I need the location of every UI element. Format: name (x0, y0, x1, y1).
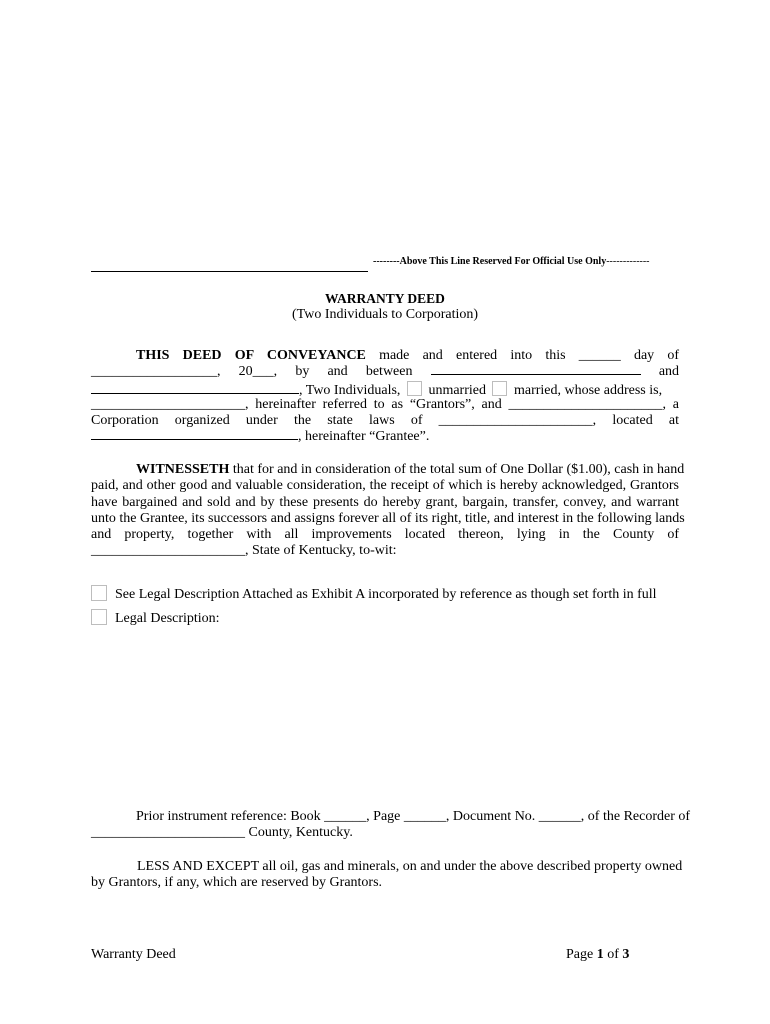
exhibit-checkbox[interactable] (91, 585, 107, 601)
witnesseth-line-1: WITNESSETH that for and in consideration of the total sum of One Dollar ($1.00), cash in hand (136, 462, 685, 477)
grantor-2-field[interactable] (91, 383, 299, 394)
official-label-text: Above This Line Reserved For Official Use Only (399, 256, 607, 267)
conveyance-line-1: THIS DEED OF CONVEYANCE made and entered into this ______ day of (136, 348, 679, 363)
witnesseth-line-5: and property, together with all improvements located thereon, lying in the County of (91, 527, 679, 543)
footer-title: Warranty Deed (91, 947, 176, 962)
legal-description-option: Legal Description: (91, 609, 220, 627)
less-except-line-1: LESS AND EXCEPT all oil, gas and minerals, on and under the above described property owned (137, 859, 683, 874)
unmarried-checkbox[interactable] (407, 381, 422, 396)
conveyance-line-2: __________________, 20___, by and between and (91, 364, 680, 380)
grantor-address-field[interactable]: ______________________, (91, 396, 249, 412)
day-field[interactable]: ______ (578, 348, 621, 363)
married-checkbox[interactable] (492, 381, 507, 396)
document-subtitle: (Two Individuals to Corporation) (291, 307, 479, 322)
grantee-name-field[interactable]: ______________________, a (508, 396, 680, 412)
conveyance-line-3: , Two Individuals, unmarried married, whose address is, (91, 381, 679, 397)
grantee-address-field[interactable] (91, 429, 298, 440)
conveyance-line-4: ______________________, hereinafter referred to as “Grantors”, and ______________________, a (91, 396, 680, 412)
prior-line-2: ______________________ County, Kentucky. (91, 825, 353, 841)
page-indicator: Page 1 of 3 (566, 947, 630, 962)
witnesseth-line-2: paid, and other good and valuable consideration, the receipt of which is hereby acknowledged, Grantors (91, 478, 679, 494)
legal-description-checkbox[interactable] (91, 609, 107, 625)
witnesseth-paragraph (91, 462, 685, 560)
official-trailing-dashes: ------------- (606, 256, 650, 267)
total-pages: 3 (622, 947, 630, 962)
month-field[interactable]: __________________, (91, 364, 221, 380)
grantor-1-field[interactable] (431, 364, 641, 375)
current-page: 1 (596, 947, 604, 962)
prior-line-1: Prior instrument reference: Book ______, Page ______, Document No. ______, of the Recorder of (136, 809, 691, 824)
conveyance-paragraph (91, 348, 679, 446)
official-use-line (91, 271, 368, 272)
official-use-label (373, 256, 650, 267)
witnesseth-line-6: ______________________, State of Kentucky, to-wit: (91, 543, 397, 559)
exhibit-option: See Legal Description Attached as Exhibit A incorporated by reference as though set forth in full (91, 585, 657, 603)
year-field[interactable]: 20___, (238, 364, 278, 380)
less-except-line-2: by Grantors, if any, which are reserved by Grantors. (91, 875, 383, 891)
witnesseth-line-4: unto the Grantee, its successors and assigns forever all of its right, title, and interest in the following lands (91, 510, 685, 526)
document-title: WARRANTY DEED (325, 291, 445, 306)
conveyance-line-5: Corporation organized under the state laws of ______________________, located at (91, 413, 679, 429)
prior-instrument-paragraph (91, 809, 691, 842)
state-field[interactable]: ______________________, (438, 413, 597, 429)
official-dashes: -------- (373, 256, 400, 267)
witnesseth-line-3: have bargained and sold and by these presents do hereby grant, bargain, transfer, convey, and warrant (91, 494, 679, 510)
conveyance-line-6: , hereinafter “Grantee”. (91, 429, 679, 445)
less-except-paragraph (91, 859, 683, 892)
